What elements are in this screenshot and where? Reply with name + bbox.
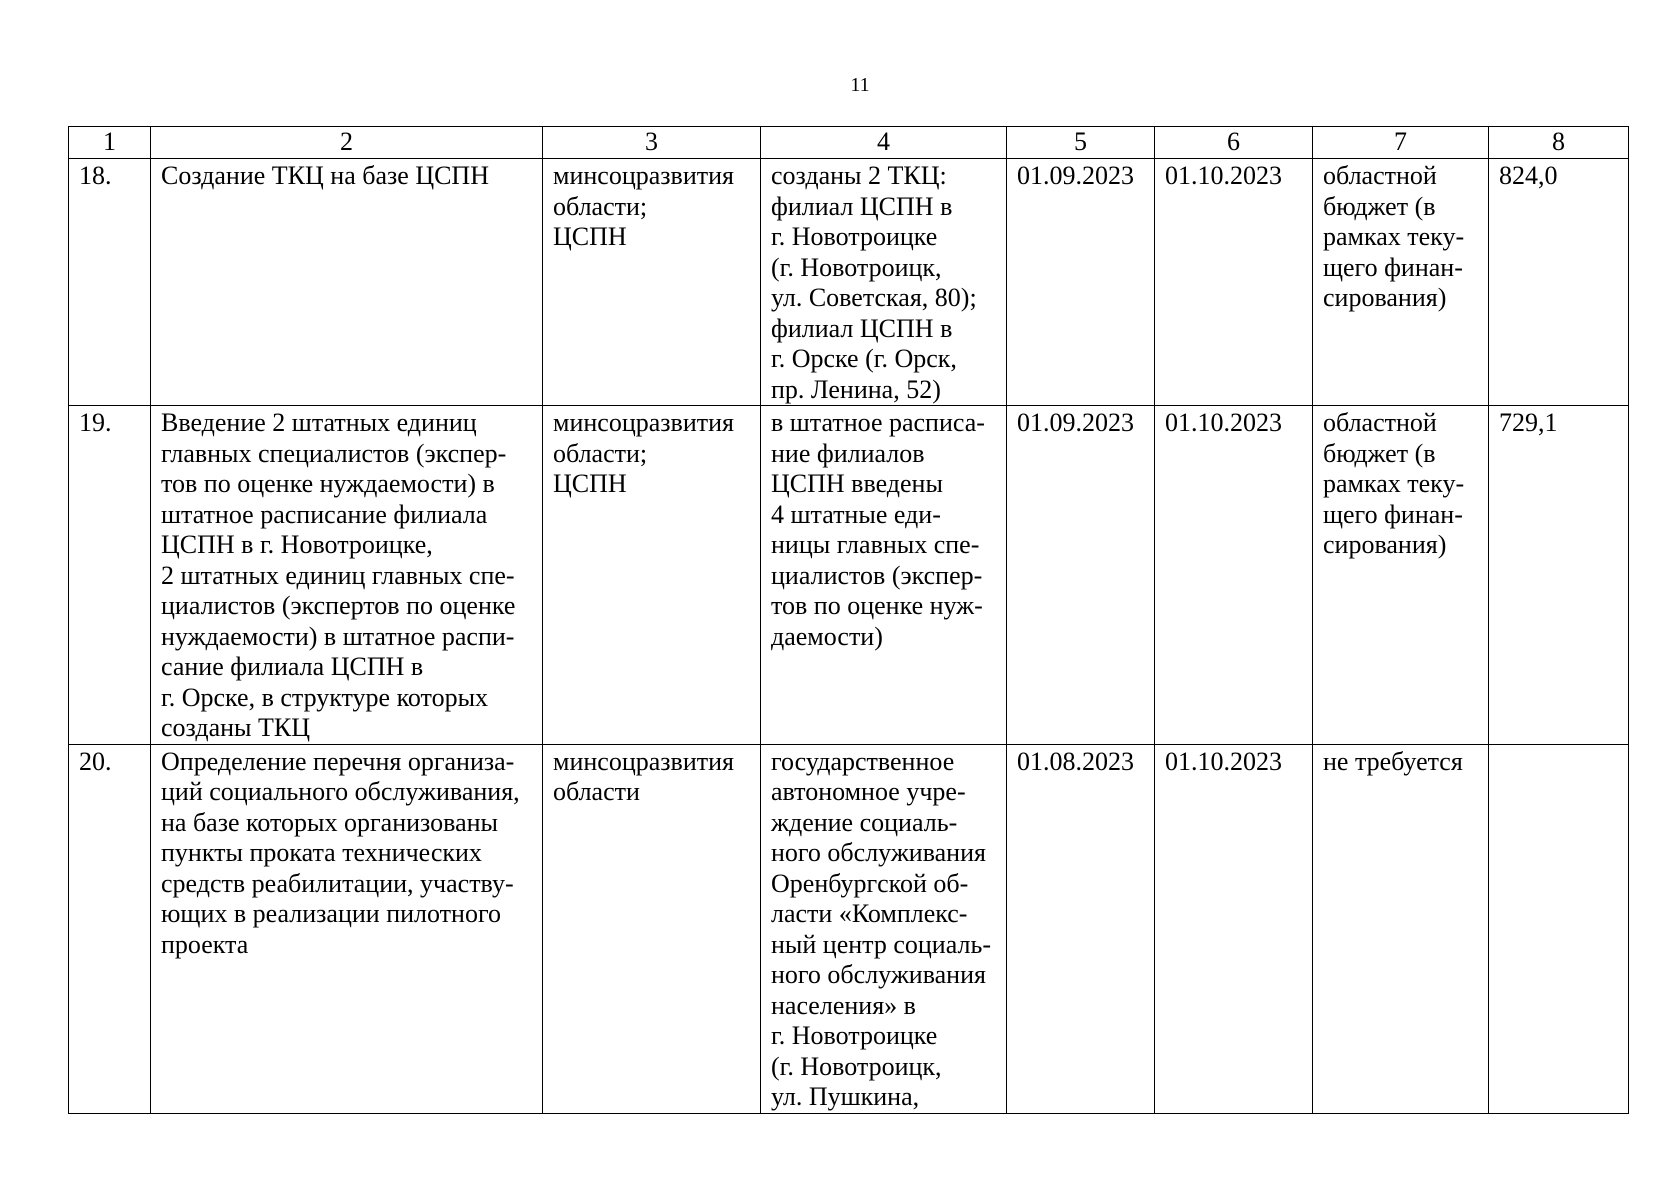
column-header-3: 3 [543, 127, 761, 159]
result-cell: созданы 2 ТКЦ: филиал ЦСПН в г. Новотроицке (г. Новотроицк, ул. Советская, 80); филиал ЦСПН в г. Орске (г. Орск, пр. Ленина, 52) [761, 159, 1007, 406]
row-number-cell: 20. [69, 744, 151, 1113]
funding-source-cell: не требуется [1313, 744, 1489, 1113]
end-date-cell: 01.10.2023 [1155, 159, 1313, 406]
measures-table [68, 126, 1629, 1114]
column-header-6: 6 [1155, 127, 1313, 159]
measure-cell: Определение перечня организа- ций социального обслуживания, на базе которых организованы пункты проката технических средств реабилитации, участву- ющих в реализации пилотного проекта [151, 744, 543, 1113]
table-header-row [69, 127, 1629, 159]
start-date-cell: 01.08.2023 [1007, 744, 1155, 1113]
measure-cell: Введение 2 штатных единиц главных специалистов (экспер- тов по оценке нуждаемости) в штатное расписание филиала ЦСПН в г. Новотроицке, 2 штатных единиц главных спе- циалистов (экспертов по оценке нуждаемости) в штатное распи- сание филиала ЦСПН в г. Орске, в структуре которых созданы ТКЦ [151, 406, 543, 745]
result-cell: в штатное расписа- ние филиалов ЦСПН введены 4 штатные еди- ницы главных спе- циалистов (экспер- тов по оценке нуж- даемости) [761, 406, 1007, 745]
column-header-1: 1 [69, 127, 151, 159]
amount-cell: 729,1 [1489, 406, 1629, 745]
result-cell: государственное автономное учре- ждение социаль- ного обслуживания Оренбургской об- ласти «Комплекс- ный центр социаль- ного обслуживания населения» в г. Новотроицке (г. Новотроицк, ул. Пушкина, [761, 744, 1007, 1113]
responsible-cell: минсоцразвития области; ЦСПН [543, 159, 761, 406]
table-row [69, 744, 1629, 1113]
responsible-cell: минсоцразвития области [543, 744, 761, 1113]
end-date-cell: 01.10.2023 [1155, 406, 1313, 745]
start-date-cell: 01.09.2023 [1007, 406, 1155, 745]
column-header-5: 5 [1007, 127, 1155, 159]
end-date-cell: 01.10.2023 [1155, 744, 1313, 1113]
page-number: 11 [850, 74, 870, 96]
amount-cell: 824,0 [1489, 159, 1629, 406]
start-date-cell: 01.09.2023 [1007, 159, 1155, 406]
row-number-cell: 18. [69, 159, 151, 406]
measure-cell: Создание ТКЦ на базе ЦСПН [151, 159, 543, 406]
table-row [69, 406, 1629, 745]
responsible-cell: минсоцразвития области; ЦСПН [543, 406, 761, 745]
column-header-4: 4 [761, 127, 1007, 159]
amount-cell [1489, 744, 1629, 1113]
table-row [69, 159, 1629, 406]
column-header-8: 8 [1489, 127, 1629, 159]
row-number-cell: 19. [69, 406, 151, 745]
column-header-7: 7 [1313, 127, 1489, 159]
funding-source-cell: областной бюджет (в рамках теку- щего финан- сирования) [1313, 406, 1489, 745]
column-header-2: 2 [151, 127, 543, 159]
funding-source-cell: областной бюджет (в рамках теку- щего финан- сирования) [1313, 159, 1489, 406]
